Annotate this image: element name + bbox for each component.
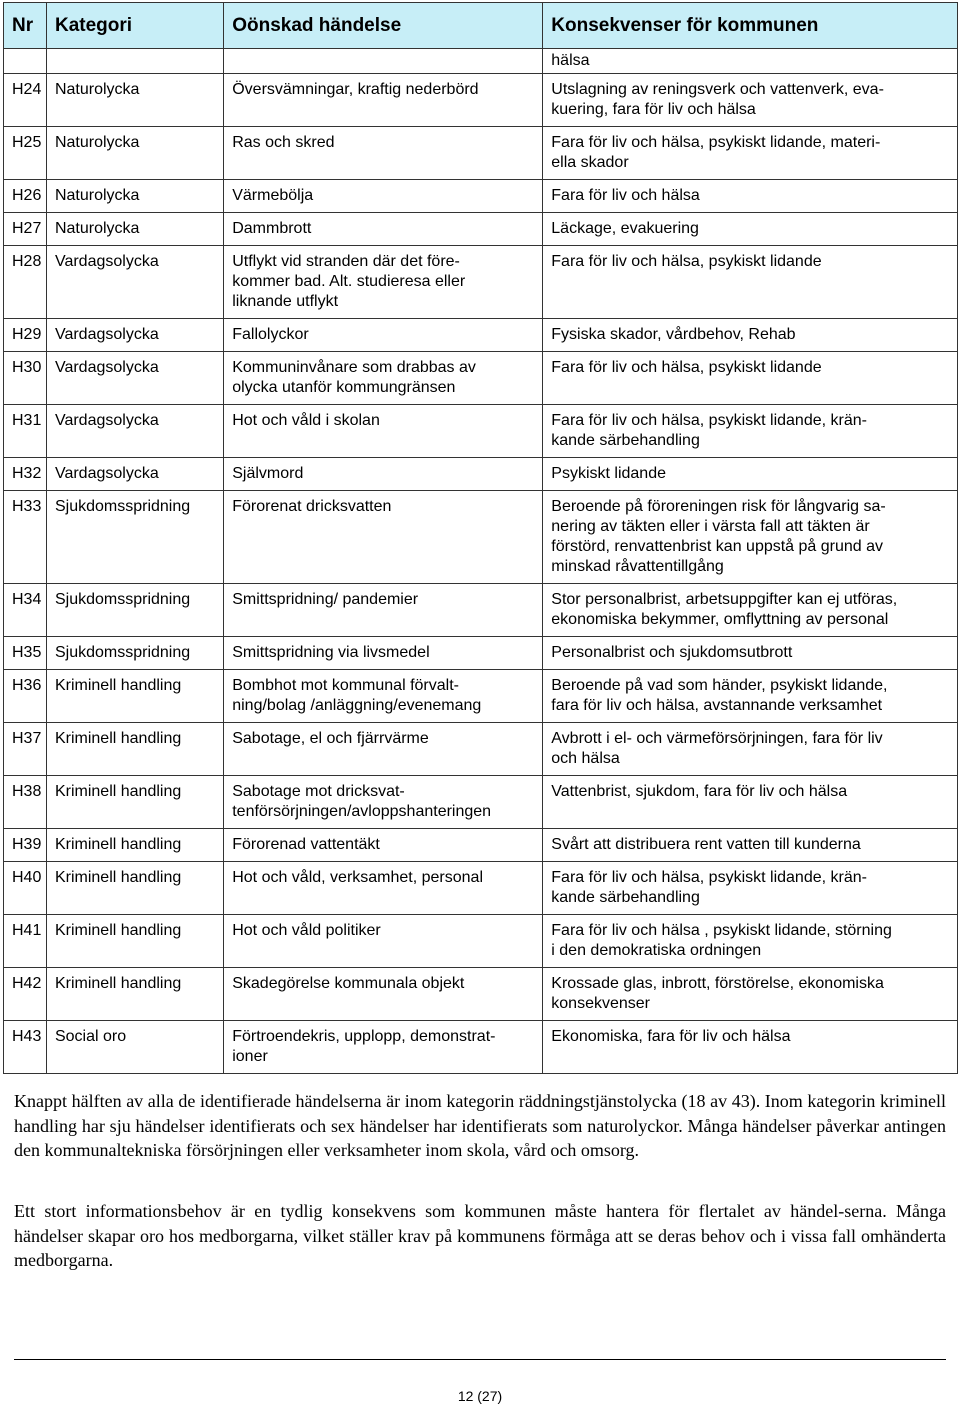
- cell-kategori: Vardagsolycka: [46, 405, 223, 458]
- header-nr: Nr: [4, 3, 47, 49]
- cell-nr: H42: [4, 968, 47, 1021]
- table-row: [4, 584, 958, 637]
- cell-konsekvens: Stor personalbrist, arbetsuppgifter kan ej utföras, ekonomiska bekymmer, omflyttning av personal: [543, 584, 958, 637]
- cell-nr: H36: [4, 670, 47, 723]
- header-kategori: Kategori: [46, 3, 223, 49]
- cell-konsekvens: Vattenbrist, sjukdom, fara för liv och hälsa: [543, 776, 958, 829]
- cell-nr: H40: [4, 862, 47, 915]
- cell-konsekvens: Fara för liv och hälsa, psykiskt lidande: [543, 246, 958, 319]
- cell-handelse: Fallolyckor: [224, 319, 543, 352]
- cell-kategori: Kriminell handling: [46, 968, 223, 1021]
- cell-kategori: Kriminell handling: [46, 776, 223, 829]
- cell-handelse: Sabotage mot dricksvat- tenförsörjningen/avloppshanteringen: [224, 776, 543, 829]
- cell-konsekvens: Utslagning av reningsverk och vattenverk, eva- kuering, fara för liv och hälsa: [543, 74, 958, 127]
- cell-nr: H37: [4, 723, 47, 776]
- table-row: [4, 405, 958, 458]
- cell-nr: H27: [4, 213, 47, 246]
- cell-kategori: Vardagsolycka: [46, 458, 223, 491]
- cell-nr: H29: [4, 319, 47, 352]
- table-row: [4, 670, 958, 723]
- cell-handelse: Hot och våld politiker: [224, 915, 543, 968]
- table-row: [4, 213, 958, 246]
- table-row: [4, 246, 958, 319]
- header-handelse: Oönskad händelse: [224, 3, 543, 49]
- cell-kategori: Naturolycka: [46, 127, 223, 180]
- table-row: [4, 723, 958, 776]
- cell-konsekvens: Fara för liv och hälsa, psykiskt lidande, krän- kande särbehandling: [543, 862, 958, 915]
- cell-nr: H32: [4, 458, 47, 491]
- table-row: [4, 915, 958, 968]
- table-row: [4, 862, 958, 915]
- cell-konsekvens: Personalbrist och sjukdomsutbrott: [543, 637, 958, 670]
- risk-table: [3, 2, 958, 1074]
- cell-konsekvens: Beroende på föroreningen risk för långvarig sa- nering av täkten eller i värsta fall att täkten är förstörd, renvattenbrist kan uppstå på grund av minskad råvattentillgång: [543, 491, 958, 584]
- cell-handelse: Självmord: [224, 458, 543, 491]
- cell-kategori: Sjukdomsspridning: [46, 584, 223, 637]
- cell-handelse: Sabotage, el och fjärrvärme: [224, 723, 543, 776]
- cell-konsekvens: Fysiska skador, vårdbehov, Rehab: [543, 319, 958, 352]
- cell-konsekvens: Ekonomiska, fara för liv och hälsa: [543, 1021, 958, 1074]
- table-row: [4, 637, 958, 670]
- cell-konsekvens: Avbrott i el- och värmeförsörjningen, fara för liv och hälsa: [543, 723, 958, 776]
- cell-konsekvens: Svårt att distribuera rent vatten till kunderna: [543, 829, 958, 862]
- cell-konsekvens: Psykiskt lidande: [543, 458, 958, 491]
- paragraph-information: Ett stort informationsbehov är en tydlig konsekvens som kommunen måste hantera för flertalet av händel-serna. Många händelser skapar oro hos medborgarna, vilket ställer krav på kommunens förmåga att se deras behov och i vissa fall omhänderta medborgarna.: [14, 1201, 946, 1270]
- cell-kategori: Naturolycka: [46, 74, 223, 127]
- cell-handelse: Värmebölja: [224, 180, 543, 213]
- table-row: [4, 776, 958, 829]
- table-row: [4, 968, 958, 1021]
- cell-kategori: Naturolycka: [46, 213, 223, 246]
- cell-nr: H38: [4, 776, 47, 829]
- table-row-continuation: [4, 49, 958, 74]
- paragraph-summary: Knappt hälften av alla de identifierade händelserna är inom kategorin räddningstjänstolycka (18 av 43). Inom kategorin kriminell handling har sju händelser identifierats och sex händelser har identifierats som naturolyckor. Många händelser påverkar antingen den kommunaltekniska försörjningen eller verksamheter inom skola, vård och omsorg.: [14, 1091, 946, 1160]
- cell-nr: H31: [4, 405, 47, 458]
- cell-nr: [4, 49, 47, 74]
- cell-handelse: Ras och skred: [224, 127, 543, 180]
- cell-nr: H33: [4, 491, 47, 584]
- cell-kategori: Social oro: [46, 1021, 223, 1074]
- cell-handelse: [224, 49, 543, 74]
- cell-handelse: Hot och våld, verksamhet, personal: [224, 862, 543, 915]
- cell-kategori: Vardagsolycka: [46, 319, 223, 352]
- cell-kategori: Vardagsolycka: [46, 352, 223, 405]
- table-row: [4, 829, 958, 862]
- table-row: [4, 491, 958, 584]
- cell-handelse: Förorenat dricksvatten: [224, 491, 543, 584]
- table-row: [4, 127, 958, 180]
- cell-handelse: Smittspridning via livsmedel: [224, 637, 543, 670]
- cell-konsekvens: hälsa: [543, 49, 958, 74]
- cell-konsekvens: Beroende på vad som händer, psykiskt lidande, fara för liv och hälsa, avstannande verksamhet: [543, 670, 958, 723]
- cell-handelse: Hot och våld i skolan: [224, 405, 543, 458]
- cell-nr: H39: [4, 829, 47, 862]
- cell-handelse: Utflykt vid stranden där det före- kommer bad. Alt. studieresa eller liknande utflykt: [224, 246, 543, 319]
- table-row: [4, 458, 958, 491]
- cell-kategori: Sjukdomsspridning: [46, 491, 223, 584]
- cell-konsekvens: Krossade glas, inbrott, förstörelse, ekonomiska konsekvenser: [543, 968, 958, 1021]
- cell-handelse: Förtroendekris, upplopp, demonstrat- ioner: [224, 1021, 543, 1074]
- table-row: [4, 352, 958, 405]
- cell-kategori: Kriminell handling: [46, 670, 223, 723]
- cell-nr: H34: [4, 584, 47, 637]
- cell-kategori: Sjukdomsspridning: [46, 637, 223, 670]
- cell-kategori: Kriminell handling: [46, 862, 223, 915]
- cell-handelse: Bombhot mot kommunal förvalt- ning/bolag /anläggning/evenemang: [224, 670, 543, 723]
- cell-handelse: Förorenad vattentäkt: [224, 829, 543, 862]
- cell-nr: H24: [4, 74, 47, 127]
- cell-handelse: Smittspridning/ pandemier: [224, 584, 543, 637]
- cell-konsekvens: Fara för liv och hälsa: [543, 180, 958, 213]
- footer-divider: [14, 1359, 946, 1360]
- cell-handelse: Skadegörelse kommunala objekt: [224, 968, 543, 1021]
- cell-nr: H25: [4, 127, 47, 180]
- cell-handelse: Kommuninvånare som drabbas av olycka utanför kommungränsen: [224, 352, 543, 405]
- cell-nr: H30: [4, 352, 47, 405]
- cell-handelse: Dammbrott: [224, 213, 543, 246]
- cell-nr: H28: [4, 246, 47, 319]
- table-row: [4, 180, 958, 213]
- cell-nr: H43: [4, 1021, 47, 1074]
- cell-konsekvens: Fara för liv och hälsa, psykiskt lidande, materi- ella skador: [543, 127, 958, 180]
- table-row: [4, 319, 958, 352]
- cell-konsekvens: Läckage, evakuering: [543, 213, 958, 246]
- cell-kategori: Kriminell handling: [46, 723, 223, 776]
- cell-konsekvens: Fara för liv och hälsa, psykiskt lidande, krän- kande särbehandling: [543, 405, 958, 458]
- cell-kategori: Kriminell handling: [46, 915, 223, 968]
- cell-nr: H41: [4, 915, 47, 968]
- cell-nr: H26: [4, 180, 47, 213]
- cell-konsekvens: Fara för liv och hälsa, psykiskt lidande: [543, 352, 958, 405]
- table-row: [4, 74, 958, 127]
- table-row: [4, 1021, 958, 1074]
- cell-kategori: Vardagsolycka: [46, 246, 223, 319]
- table-header-row: [4, 3, 958, 49]
- cell-kategori: Kriminell handling: [46, 829, 223, 862]
- cell-konsekvens: Fara för liv och hälsa , psykiskt lidande, störning i den demokratiska ordningen: [543, 915, 958, 968]
- cell-nr: H35: [4, 637, 47, 670]
- header-konsekvens: Konsekvenser för kommunen: [543, 3, 958, 49]
- cell-kategori: Naturolycka: [46, 180, 223, 213]
- page-number: 12 (27): [457, 1388, 503, 1404]
- cell-handelse: Översvämningar, kraftig nederbörd: [224, 74, 543, 127]
- cell-kategori: [46, 49, 223, 74]
